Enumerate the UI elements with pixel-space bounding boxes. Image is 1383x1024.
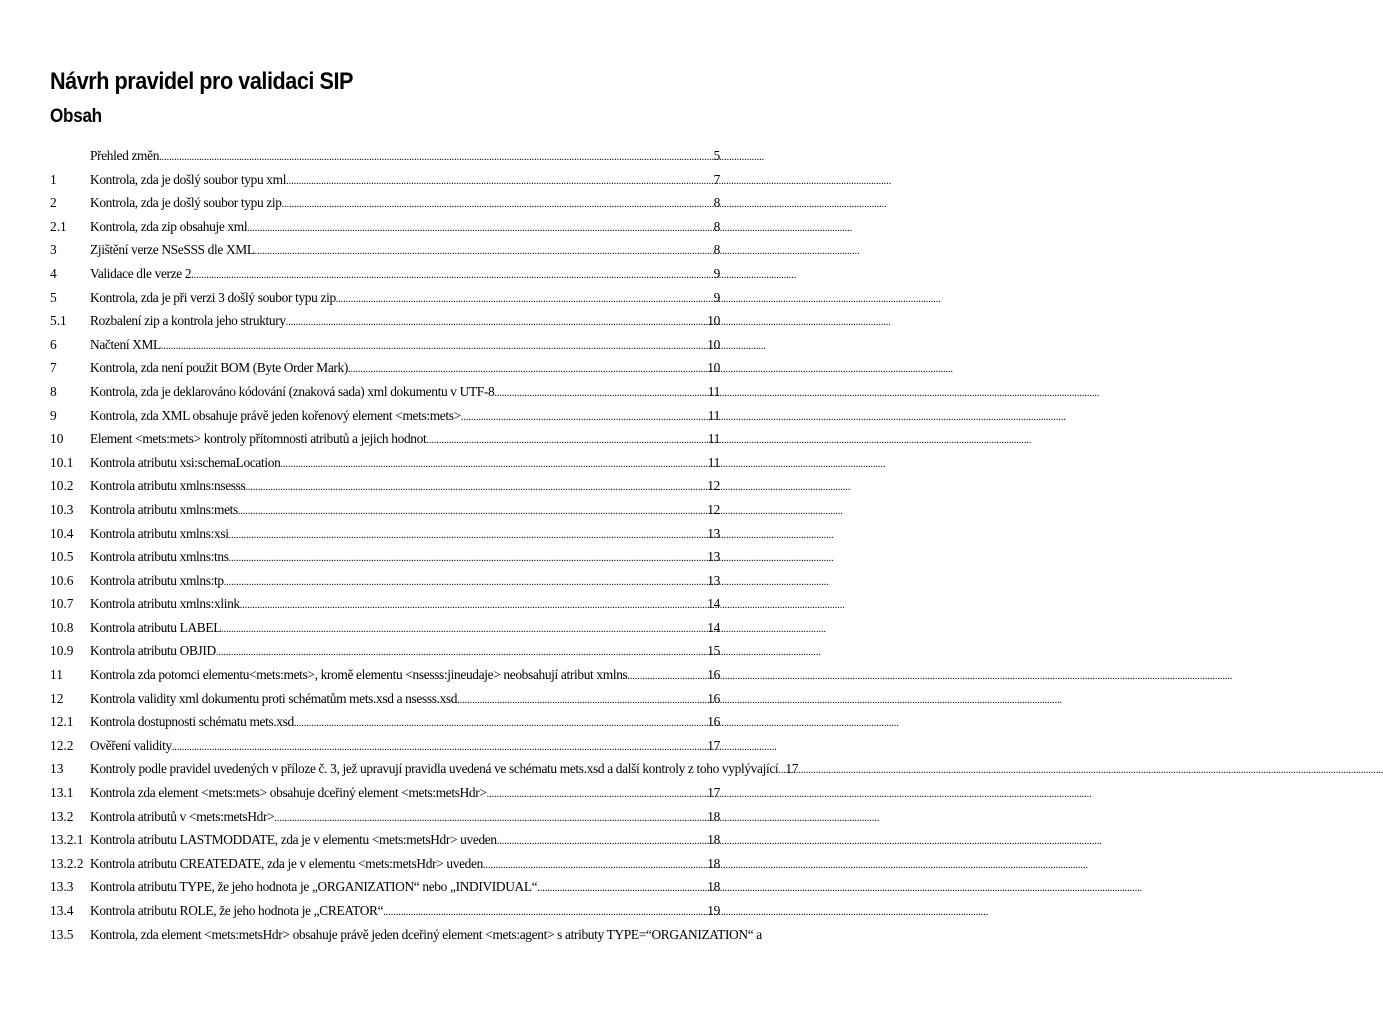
toc-entry-title: Kontrola atributu xmlns:tns bbox=[90, 549, 229, 565]
toc-entry-page: 18 bbox=[707, 832, 720, 848]
toc-entry-page: 11 bbox=[707, 454, 720, 470]
toc-entry-number: 10.1 bbox=[50, 454, 74, 470]
toc-entry-line bbox=[90, 616, 720, 642]
toc-entry-title: Kontrola, zda XML obsahuje právě jeden kořenový element <mets:mets> bbox=[90, 407, 461, 423]
toc-entry-page: 10 bbox=[707, 313, 720, 329]
toc-entry-line bbox=[90, 262, 720, 288]
toc-entry-line bbox=[90, 404, 720, 430]
toc-entry[interactable] bbox=[50, 380, 720, 404]
toc-entry-number: 10.2 bbox=[50, 478, 74, 494]
toc-entry-page: 8 bbox=[713, 242, 720, 258]
toc-entry[interactable] bbox=[50, 191, 720, 215]
toc-entry-number: 6 bbox=[50, 336, 57, 352]
toc-entry-line bbox=[90, 545, 720, 571]
toc-entry-line bbox=[90, 899, 720, 925]
toc-leader-dots bbox=[494, 382, 706, 406]
toc-entry-page: 14 bbox=[707, 619, 720, 635]
toc-entry-line bbox=[90, 828, 720, 854]
toc-entry-page: 17 bbox=[707, 785, 720, 801]
toc-entry-number: 12.1 bbox=[50, 714, 74, 730]
toc-entry-line bbox=[90, 781, 720, 807]
toc-entry-line bbox=[90, 333, 720, 359]
toc-entry-page: 5 bbox=[713, 148, 720, 163]
toc-entry-page: 8 bbox=[713, 218, 720, 234]
toc-entry[interactable] bbox=[50, 569, 720, 593]
toc-entry[interactable] bbox=[50, 333, 720, 357]
toc-entry-page: 16 bbox=[707, 690, 720, 706]
toc-entry-page: 9 bbox=[713, 265, 720, 281]
toc-entry[interactable] bbox=[50, 828, 720, 852]
toc-entry-line bbox=[90, 639, 720, 665]
toc-entry-line bbox=[90, 286, 720, 312]
toc-entry-line bbox=[90, 875, 720, 901]
toc-entry-number: 13.5 bbox=[50, 926, 74, 942]
toc-entry[interactable] bbox=[50, 215, 720, 239]
toc-entry-title: Kontrola atributu xmlns:nsesss bbox=[90, 478, 246, 494]
toc-entry-line bbox=[90, 238, 720, 264]
toc-leader-dots bbox=[280, 453, 706, 477]
toc-entry-title: Kontrola atributů v <mets:metsHdr> bbox=[90, 808, 275, 824]
toc-leader-dots bbox=[336, 288, 713, 312]
toc-entry-number: 13.2.2 bbox=[50, 855, 84, 871]
toc-leader-dots bbox=[282, 193, 713, 217]
toc-entry-number: 9 bbox=[50, 407, 57, 423]
toc-entry[interactable] bbox=[50, 852, 720, 876]
toc-entry-title: Rozbalení zip a kontrola jeho struktury bbox=[90, 313, 286, 329]
toc-leader-dots bbox=[487, 783, 707, 807]
toc-entry-page: 15 bbox=[707, 643, 720, 659]
toc-leader-dots bbox=[229, 547, 707, 571]
toc-entry-number: 2.1 bbox=[50, 218, 67, 234]
toc-entry-line bbox=[90, 168, 720, 194]
toc-entry-number: 10.5 bbox=[50, 549, 74, 565]
toc-leader-dots bbox=[627, 665, 706, 689]
toc-entry-title: Kontrola atributu OBJID bbox=[90, 643, 216, 659]
toc-entry[interactable] bbox=[50, 805, 720, 829]
toc-entry-title: Kontrola atributu ROLE, že jeho hodnota je „CREATOR“ bbox=[90, 903, 384, 918]
toc-entry-title: Načtení XML bbox=[90, 336, 161, 352]
toc-entry-title: Kontrola atributu xmlns:mets bbox=[90, 501, 238, 517]
toc-entry-page: 11 bbox=[707, 431, 720, 447]
toc-entry-page: 8 bbox=[713, 195, 720, 211]
toc-entry-title: Kontrola, zda zip obsahuje xml bbox=[90, 218, 248, 234]
toc-entry[interactable] bbox=[50, 498, 720, 522]
toc-entry-number: 3 bbox=[50, 242, 57, 258]
toc-entry-title: Element <mets:mets> kontroly přítomnosti atributů a jejich hodnot bbox=[90, 431, 427, 447]
toc-entry-title: Kontrola, zda je došlý soubor typu xml bbox=[90, 171, 287, 187]
toc-entry-line bbox=[90, 569, 720, 595]
toc-entry[interactable] bbox=[50, 262, 720, 286]
toc-entry-title: Kontrola validity xml dokumentu proti schématům mets.xsd a nsesss.xsd bbox=[90, 690, 458, 706]
toc-leader-dots bbox=[286, 311, 706, 335]
toc-entry-line bbox=[90, 451, 720, 477]
toc-entry-line bbox=[90, 191, 720, 217]
toc-entry-line bbox=[90, 852, 720, 878]
toc-entry-page: 17 bbox=[785, 761, 799, 777]
toc-entry[interactable] bbox=[50, 144, 720, 168]
toc-entry[interactable] bbox=[50, 309, 720, 333]
toc-entry-title: Validace dle verze 2 bbox=[90, 265, 192, 281]
toc-entry[interactable] bbox=[50, 286, 720, 310]
toc-leader-dots bbox=[286, 170, 713, 194]
toc-entry-title: Kontrola atributu LABEL bbox=[90, 619, 222, 635]
toc-entry[interactable] bbox=[50, 168, 720, 192]
toc-entry-line bbox=[90, 356, 720, 382]
toc-entry[interactable] bbox=[50, 781, 720, 805]
toc-leader-dots bbox=[245, 476, 706, 500]
toc-entry-number: 5 bbox=[50, 289, 57, 305]
toc-leader-dots bbox=[240, 594, 706, 618]
toc-entry-number: 10.9 bbox=[50, 643, 74, 659]
toc-entry[interactable] bbox=[50, 404, 720, 428]
toc-entry-page: 7 bbox=[713, 171, 720, 187]
toc-entry-number: 8 bbox=[50, 383, 57, 399]
toc-entry-title: Ověření validity bbox=[90, 737, 172, 753]
toc-entry-line bbox=[90, 710, 720, 736]
toc-entry[interactable] bbox=[50, 734, 720, 758]
toc-entry-number: 10.6 bbox=[50, 572, 74, 588]
toc-entry-number: 13 bbox=[50, 761, 64, 777]
toc-entry-line bbox=[90, 144, 720, 170]
toc-leader-dots bbox=[161, 335, 706, 359]
toc-entry-title: Kontrola dostupnosti schématu mets.xsd bbox=[90, 714, 294, 730]
toc-entry-number: 2 bbox=[50, 195, 57, 211]
toc-entry[interactable] bbox=[50, 427, 720, 451]
toc-entry-line bbox=[90, 734, 720, 760]
toc-entry-number: 5.1 bbox=[50, 313, 67, 329]
toc-entry-number: 11 bbox=[50, 667, 63, 683]
toc-entry-number: 7 bbox=[50, 360, 57, 376]
toc-entry[interactable] bbox=[50, 923, 762, 947]
toc-entry-line bbox=[90, 757, 799, 783]
toc-entry-line bbox=[90, 687, 720, 713]
toc-entry-title: Kontroly podle pravidel uvedených v příloze č. 3, jež upravují pravidla uvedená ve schématu mets.xsd a další kontroly z toho vyplývající bbox=[90, 761, 779, 777]
toc-leader-dots bbox=[461, 406, 707, 430]
toc-entry-line bbox=[90, 309, 720, 335]
toc-entry[interactable] bbox=[50, 451, 720, 475]
toc-entry-page: 9 bbox=[713, 289, 720, 305]
toc-entry-line bbox=[90, 522, 720, 548]
toc-leader-dots bbox=[247, 217, 712, 241]
toc-entry[interactable] bbox=[50, 663, 720, 687]
toc-entry-page: 18 bbox=[707, 855, 720, 871]
toc-entry-page: 13 bbox=[707, 572, 720, 588]
toc-leader-dots bbox=[483, 854, 706, 878]
toc-entry[interactable] bbox=[50, 687, 720, 711]
toc-entry-page: 11 bbox=[707, 407, 720, 423]
toc-entry-page: 13 bbox=[707, 525, 720, 541]
toc-entry-page: 16 bbox=[707, 667, 720, 683]
toc-entry-number: 10.3 bbox=[50, 501, 74, 517]
toc-entry-line bbox=[90, 663, 720, 689]
toc-entry[interactable] bbox=[50, 875, 720, 899]
toc-entry-title: Kontrola atributu TYPE, že jeho hodnota je „ORGANIZATION“ nebo „INDIVIDUAL“ bbox=[90, 879, 538, 895]
toc-entry-page: 11 bbox=[707, 383, 720, 399]
toc-leader-dots bbox=[426, 429, 706, 453]
toc-entry-line bbox=[90, 474, 720, 500]
toc-heading: Obsah bbox=[50, 106, 102, 127]
toc-entry-title: Kontrola atributu CREATEDATE, zda je v elementu <mets:metsHdr> uveden bbox=[90, 855, 483, 871]
toc-entry-title: Kontrola atributu xmlns:xsi bbox=[90, 525, 229, 541]
toc-leader-dots bbox=[255, 240, 713, 264]
toc-entry-line bbox=[90, 215, 720, 241]
toc-entry-page: 16 bbox=[707, 714, 720, 730]
toc-entry-line bbox=[90, 427, 720, 453]
toc-entry-number: 10.7 bbox=[50, 596, 74, 612]
toc-leader-dots bbox=[216, 641, 706, 665]
toc-leader-dots bbox=[224, 571, 706, 595]
toc-entry-title: Kontrola zda element <mets:mets> obsahuje dceřiný element <mets:metsHdr> bbox=[90, 785, 487, 801]
toc-entry[interactable] bbox=[50, 356, 720, 380]
toc-entry-line bbox=[90, 923, 762, 947]
toc-entry-page: 17 bbox=[707, 737, 720, 753]
toc-entry-page: 18 bbox=[707, 879, 720, 895]
toc-entry-title: Zjištění verze NSeSSS dle XML bbox=[90, 242, 255, 258]
toc-entry[interactable] bbox=[50, 238, 720, 262]
toc-entry-number: 1 bbox=[50, 171, 57, 187]
toc-entry-page: 18 bbox=[707, 808, 720, 824]
toc-entry-page: 13 bbox=[707, 549, 720, 565]
toc-entry[interactable] bbox=[50, 545, 720, 569]
toc-leader-dots bbox=[497, 830, 706, 854]
toc-entry-title: Kontrola, zda je deklarováno kódování (znaková sada) xml dokumentu v UTF-8 bbox=[90, 383, 495, 399]
toc-entry[interactable] bbox=[50, 474, 720, 498]
toc-leader-dots bbox=[383, 901, 706, 925]
toc-entry-number: 10.4 bbox=[50, 525, 74, 541]
toc-entry-page: 12 bbox=[707, 501, 720, 517]
toc-leader-dots bbox=[274, 807, 706, 831]
toc-entry-page: 14 bbox=[707, 596, 720, 612]
toc-entry-title: Kontrola, zda je došlý soubor typu zip bbox=[90, 195, 282, 211]
toc-leader-dots bbox=[159, 146, 713, 170]
document-title: Návrh pravidel pro validaci SIP bbox=[50, 68, 353, 95]
toc-entry-title: Kontrola atributu xsi:schemaLocation bbox=[90, 454, 281, 470]
toc-entry-title: Přehled změn bbox=[90, 148, 160, 163]
toc-entry-title: Kontrola, zda není použit BOM (Byte Order Mark) bbox=[90, 360, 348, 376]
toc-entry[interactable] bbox=[50, 522, 720, 546]
toc-entry-title: Kontrola atributu xmlns:tp bbox=[90, 572, 224, 588]
toc-entry-title: Kontrola atributu xmlns:xlink bbox=[90, 596, 240, 612]
toc-leader-dots bbox=[348, 358, 706, 382]
toc-entry[interactable] bbox=[50, 710, 720, 734]
toc-entry[interactable] bbox=[50, 757, 799, 781]
toc-entry-number: 13.2.1 bbox=[50, 832, 84, 848]
toc-entry-number: 12.2 bbox=[50, 737, 74, 753]
toc-entry-page: 10 bbox=[707, 336, 720, 352]
toc-entry-number: 13.1 bbox=[50, 785, 74, 801]
toc-entry-title: Kontrola zda potomci elementu<mets:mets>, kromě elementu <nsesss:jineudaje> neobsahují atribut xmlns bbox=[90, 667, 628, 683]
toc-entry-number: 10 bbox=[50, 431, 64, 447]
toc-entry[interactable] bbox=[50, 616, 720, 640]
toc-entry-line bbox=[90, 380, 720, 406]
toc-entry-line bbox=[90, 592, 720, 618]
toc-entry-number: 10.8 bbox=[50, 619, 74, 635]
toc-entry-number: 13.2 bbox=[50, 808, 74, 824]
toc-entry[interactable] bbox=[50, 899, 720, 923]
toc-leader-dots bbox=[238, 500, 706, 524]
toc-entry[interactable] bbox=[50, 639, 720, 663]
toc-entry-number: 4 bbox=[50, 265, 57, 281]
toc-leader-dots bbox=[294, 712, 706, 736]
toc-entry-number: 13.3 bbox=[50, 879, 74, 895]
toc-entry-title: Kontrola, zda je při verzi 3 došlý soubor typu zip bbox=[90, 289, 336, 305]
toc-leader-dots bbox=[191, 264, 712, 288]
toc-entry-number: 13.4 bbox=[50, 903, 74, 918]
toc-entry-line bbox=[90, 498, 720, 524]
toc-leader-dots bbox=[457, 689, 706, 713]
toc-leader-dots bbox=[229, 524, 707, 548]
toc-leader-dots bbox=[537, 877, 706, 901]
toc-entry[interactable] bbox=[50, 592, 720, 616]
toc-entry-page: 12 bbox=[707, 478, 720, 494]
table-of-contents bbox=[50, 144, 799, 946]
toc-leader-dots bbox=[172, 736, 706, 760]
toc-entry-page: 19 bbox=[707, 903, 720, 918]
toc-entry-number: 12 bbox=[50, 690, 64, 706]
toc-entry-line bbox=[90, 805, 720, 831]
toc-entry-title: Kontrola atributu LASTMODDATE, zda je v elementu <mets:metsHdr> uveden bbox=[90, 832, 497, 848]
toc-entry-title: Kontrola, zda element <mets:metsHdr> obsahuje právě jeden dceřiný element <mets:agent> s atributy TYPE=“ORGANIZATION“ a bbox=[90, 926, 762, 942]
toc-entry-page: 10 bbox=[707, 360, 720, 376]
toc-leader-dots bbox=[221, 618, 706, 642]
